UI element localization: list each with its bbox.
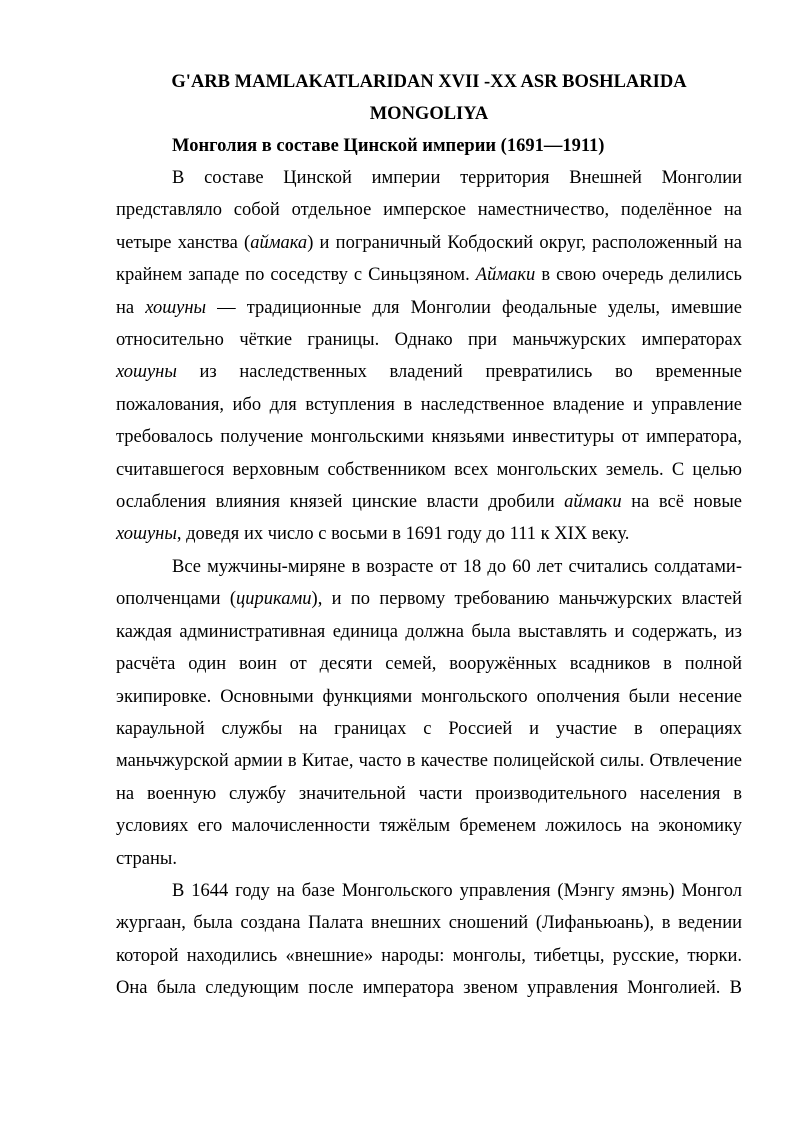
section-heading: Монголия в составе Цинской империи (1691—1911) xyxy=(172,136,605,156)
title-line-2: MONGOLIYA xyxy=(369,104,489,124)
paragraph-1 xyxy=(116,162,742,551)
p1-text-4: — традиционные для Монголии феодальные уделы, имевшие относительно чёткие границы. Однако при маньчжурских императорах xyxy=(116,297,742,351)
title-line-1: G'ARB MAMLAKATLARIDAN XVII -XX ASR BOSHLARIDA xyxy=(171,72,687,92)
paragraph-2 xyxy=(116,551,742,875)
paragraph-3: В 1644 году на базе Монгольского управления (Мэнгу ямэнь) Монгол жургаан, была создана Палата внешних сношений (Лифаньюань), в ведении которой находились «внешние» народы: монголы, тибетцы, русские, тюрки. Она была следующим после императора звеном управления Монголией. В xyxy=(116,880,742,999)
p1-text-1: В составе Цинской империи территория Внешней Монголии представляло собой отдельное имперское наместничество, поделённое на четыре ханства ( xyxy=(116,168,742,253)
p1-text-2: ) и пограничный Кобдоский округ, расположенный на крайнем западе по соседству с Синьцзяном. xyxy=(116,232,742,286)
p1-text-7: , доведя их число с восьми в 1691 году до 111 к XIX веку. xyxy=(176,524,630,545)
document-page xyxy=(116,66,742,1005)
p1-text-3: в свою очередь делились на xyxy=(116,265,742,318)
p1-term-5: аймаки xyxy=(564,492,622,513)
p1-term-4: хошуны xyxy=(116,362,177,383)
p2-text-2: ), и по первому требованию маньчжурских властей каждая административная единица должна была выставлять и содержать, из расчёта один воин от десяти семей, вооружённых всадников в полной экипировке. Основными функциями монгольского ополчения были несение караульной службы на границах с Россией и участие в операциях маньчжурской армии в Китае, часто в качестве полицейской силы. Отвлечение на военную службу значительной части производительного населения в условиях его малочисленности тяжёлым бременем ложилось на экономику страны. xyxy=(116,589,742,869)
document-title xyxy=(116,66,742,130)
p1-text-6: на всё новые xyxy=(621,492,742,513)
p1-term-1: аймака xyxy=(250,232,308,253)
p1-term-2: Аймаки xyxy=(475,265,536,286)
p1-term-6: хошуны xyxy=(116,524,177,545)
p2-text-1: Все мужчины-миряне в возрасте от 18 до 60 лет считались солдатами-ополченцами ( xyxy=(116,556,742,610)
p2-term-1: цириками xyxy=(236,589,312,610)
p1-term-3: хошуны xyxy=(145,297,207,318)
p1-text-5: из наследственных владений превратились во временные пожалования, ибо для вступления в наследственное владение и управление требовалось получение монгольскими князьями инвеституры от императора, считавшегося верховным собственником всех монгольских земель. С целью ослабления влияния князей цинские власти дробили xyxy=(116,362,742,513)
